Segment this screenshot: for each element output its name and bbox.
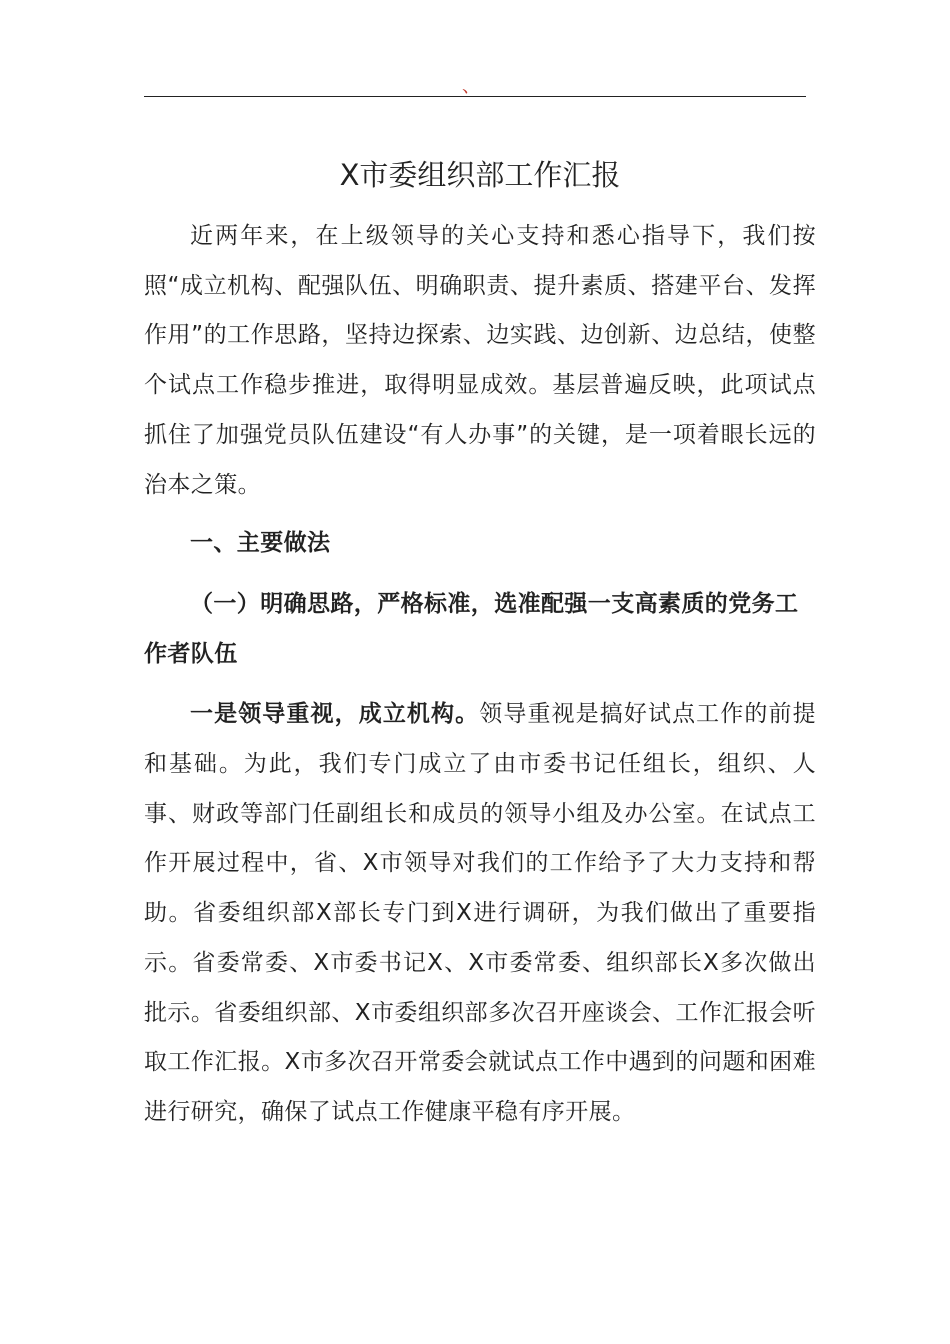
- document-title: X市委组织部工作汇报: [339, 158, 621, 192]
- document-body: [144, 150, 816, 1138]
- point-paragraph: [144, 690, 816, 1137]
- intro-paragraph: 近两年来，在上级领导的关心支持和悉心指导下，我们按照“成立机构、配强队伍、明确职责、提升素质、搭建平台、发挥作用”的工作思路，坚持边探索、边实践、边创新、边总结，使整个试点工作稳步推进，取得明显成效。基层普遍反映，此项试点抓住了加强党员队伍建设“有人办事”的关键，是一项着眼长远的治本之策。: [144, 223, 816, 498]
- point-body: 领导重视是搞好试点工作的前提和基础。为此，我们专门成立了由市委书记任组长，组织、人事、财政等部门任副组长和成员的领导小组及办公室。在试点工作开展过程中，省、X市领导对我们的工作给予了大力支持和帮助。省委组织部X部长专门到X进行调研，为我们做出了重要指示。省委常委、X市委书记X、X市委常委、组织部长X多次做出批示。省委组织部、X市委组织部多次召开座谈会、工作汇报会听取工作汇报。X市多次召开常委会就试点工作中遇到的问题和困难进行研究，确保了试点工作健康平稳有序开展。: [144, 701, 816, 1125]
- point-lead: 一是领导重视，成立机构。: [190, 701, 480, 728]
- section-heading: 一、主要做法: [190, 530, 331, 557]
- header-mark: 、: [462, 76, 480, 97]
- header-rule: [144, 96, 806, 97]
- subsection-heading: （一）明确思路，严格标准，选准配强一支高素质的党务工作者队伍: [144, 590, 799, 667]
